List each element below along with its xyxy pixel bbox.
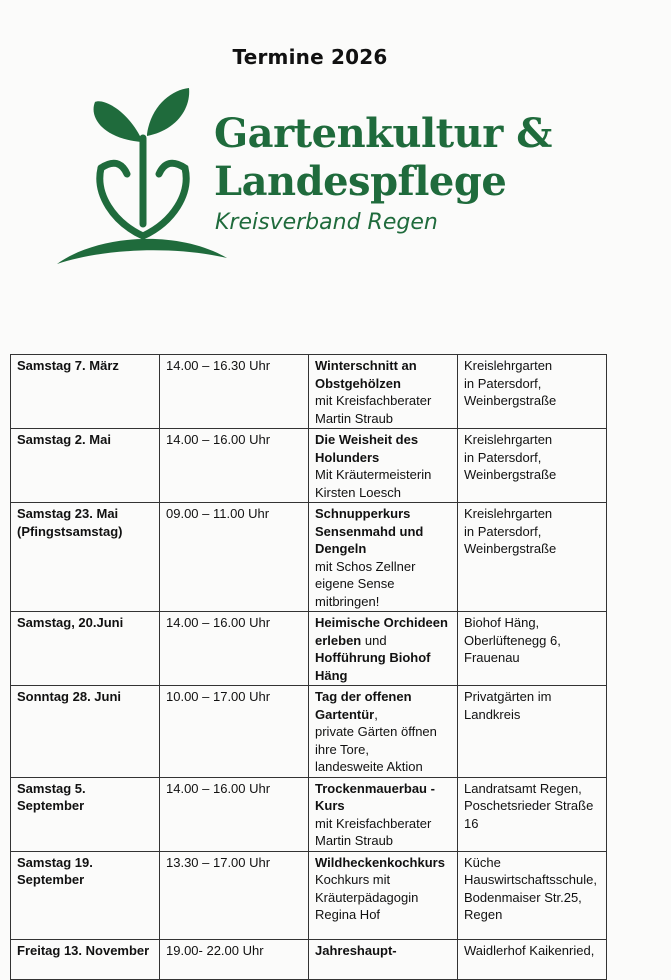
event-location-line: in Patersdorf, — [464, 523, 542, 539]
event-date-cell — [11, 851, 160, 939]
event-location-line: Regen — [464, 907, 503, 922]
event-location-cell — [458, 939, 607, 979]
event-location-line: Landkreis — [464, 706, 521, 722]
event-title-line — [315, 942, 451, 960]
event-title: Schnupperkurs Sensenmahd und Dengeln — [315, 506, 424, 556]
event-description-cell — [309, 686, 458, 778]
event-location-line: Hauswirtschaftsschule, — [464, 872, 597, 887]
event-date-cell — [11, 503, 160, 612]
event-description-cell — [309, 939, 458, 979]
event-title-line — [315, 688, 451, 723]
event-time: 13.30 – 17.00 Uhr — [160, 851, 309, 939]
event-detail: ihre Tore, — [315, 741, 369, 757]
event-detail: Kochkurs mit — [315, 872, 391, 887]
event-location-line: Kreislehrgarten — [464, 432, 553, 447]
event-location-line: in Patersdorf, — [464, 449, 542, 465]
event-time: 09.00 – 11.00 Uhr — [160, 503, 309, 612]
event-date-cell — [11, 355, 160, 429]
event-detail: mit Kreisfachberater — [315, 393, 432, 408]
event-date-cell — [11, 939, 160, 979]
event-title: Wildheckenkochkurs — [315, 854, 445, 870]
event-description-cell — [309, 503, 458, 612]
brand-subtitle: Kreisverband Regen — [215, 210, 438, 235]
event-location-line: Bodenmaiser Str.25, — [464, 889, 582, 905]
event-row — [11, 355, 607, 429]
event-title: Heimische Orchideen erleben — [315, 615, 448, 648]
event-time: 14.00 – 16.30 Uhr — [160, 355, 309, 429]
event-row — [11, 851, 607, 939]
event-location-line: Privatgärten im — [464, 689, 552, 704]
event-description-cell — [309, 355, 458, 429]
event-title: Tag der offenen Gartentür — [315, 689, 412, 722]
event-title-line — [315, 357, 451, 392]
brand-name-line-1: Gartenkultur & — [214, 110, 552, 157]
event-time: 14.00 – 16.00 Uhr — [160, 777, 309, 851]
event-location-cell — [458, 612, 607, 686]
event-date: Samstag 23. Mai — [17, 506, 119, 521]
event-title-line — [315, 505, 451, 558]
event-detail: mitbringen! — [315, 593, 380, 609]
events-table-body — [11, 355, 607, 980]
event-date: Sonntag 28. Juni — [17, 689, 122, 704]
event-date-cell — [11, 429, 160, 503]
event-title-line — [315, 431, 451, 466]
event-date: Samstag 7. März — [17, 358, 119, 373]
event-title: Die Weisheit des Holunders — [315, 432, 419, 465]
event-detail: landesweite Aktion — [315, 759, 423, 774]
event-location-line: Oberlüftenegg 6, — [464, 632, 561, 648]
event-row — [11, 939, 607, 979]
event-title-line — [315, 614, 451, 649]
event-location-line: Kreislehrgarten — [464, 506, 553, 521]
event-location-cell — [458, 503, 607, 612]
event-detail: Martin Straub — [315, 833, 394, 848]
event-title: Trockenmauerbau - Kurs — [315, 780, 435, 813]
event-date: Samstag, 20.Juni — [17, 615, 124, 630]
event-date: Samstag 2. Mai — [17, 432, 111, 447]
event-title-connector: und — [361, 632, 387, 648]
event-detail: mit Kreisfachberater — [315, 815, 432, 831]
event-detail: Regina Hof — [315, 907, 381, 922]
event-location-line: Weinbergstraße — [464, 393, 557, 408]
event-location-line: Frauenau — [464, 650, 520, 665]
event-detail: Mit Kräutermeisterin — [315, 467, 432, 482]
event-time: 10.00 – 17.00 Uhr — [160, 686, 309, 778]
event-detail: Kräuterpädagogin — [315, 889, 419, 905]
event-location-cell — [458, 777, 607, 851]
event-location-cell — [458, 355, 607, 429]
event-location-line: Weinbergstraße — [464, 467, 557, 482]
event-detail: eigene Sense — [315, 576, 395, 591]
event-row — [11, 503, 607, 612]
event-date: Freitag 13. November — [17, 942, 150, 958]
event-title-line — [315, 854, 451, 872]
event-location-line: Landratsamt Regen, — [464, 780, 582, 796]
event-detail: mit Schos Zellner — [315, 558, 416, 574]
page-title: Termine 2026 — [232, 45, 388, 69]
event-location-line: Poschetsrieder Straße — [464, 798, 594, 813]
event-title-line — [315, 780, 451, 815]
event-title: Winterschnitt an Obstgehölzen — [315, 358, 417, 391]
event-location-line: in Patersdorf, — [464, 375, 542, 391]
event-date: Samstag 19. September — [17, 854, 93, 887]
event-location-line: Kreislehrgarten — [464, 358, 553, 373]
brand-name-line-2: Landespflege — [214, 158, 507, 205]
event-description-cell — [309, 612, 458, 686]
event-date-cell — [11, 686, 160, 778]
event-location-cell — [458, 429, 607, 503]
event-location-line: Weinbergstraße — [464, 541, 557, 556]
event-detail: Martin Straub — [315, 410, 394, 426]
event-row — [11, 777, 607, 851]
event-date-cell — [11, 777, 160, 851]
event-row — [11, 612, 607, 686]
event-location-line: Küche — [464, 854, 501, 870]
event-location-cell — [458, 686, 607, 778]
event-row — [11, 429, 607, 503]
event-date: Samstag 5. September — [17, 780, 86, 813]
seedling-spade-icon — [55, 86, 235, 266]
event-description-cell — [309, 429, 458, 503]
events-table — [10, 354, 607, 980]
event-location-line: 16 — [464, 815, 479, 831]
event-location-cell — [458, 851, 607, 939]
event-title: Jahreshaupt- — [315, 942, 397, 958]
event-date-cell — [11, 612, 160, 686]
event-location-line: Biohof Häng, — [464, 615, 540, 630]
event-title-secondary: Hofführung Biohof Häng — [315, 650, 431, 683]
event-location-line: Waidlerhof Kaikenried, — [464, 942, 595, 958]
event-detail: private Gärten öffnen — [315, 724, 437, 739]
event-row — [11, 686, 607, 778]
event-date-note: (Pfingstsamstag) — [17, 523, 123, 539]
event-description-cell — [309, 777, 458, 851]
event-detail: Kirsten Loesch — [315, 484, 401, 500]
event-time: 14.00 – 16.00 Uhr — [160, 429, 309, 503]
event-title-connector: , — [374, 706, 378, 722]
event-time: 14.00 – 16.00 Uhr — [160, 612, 309, 686]
event-time: 19.00- 22.00 Uhr — [160, 939, 309, 979]
event-description-cell — [309, 851, 458, 939]
